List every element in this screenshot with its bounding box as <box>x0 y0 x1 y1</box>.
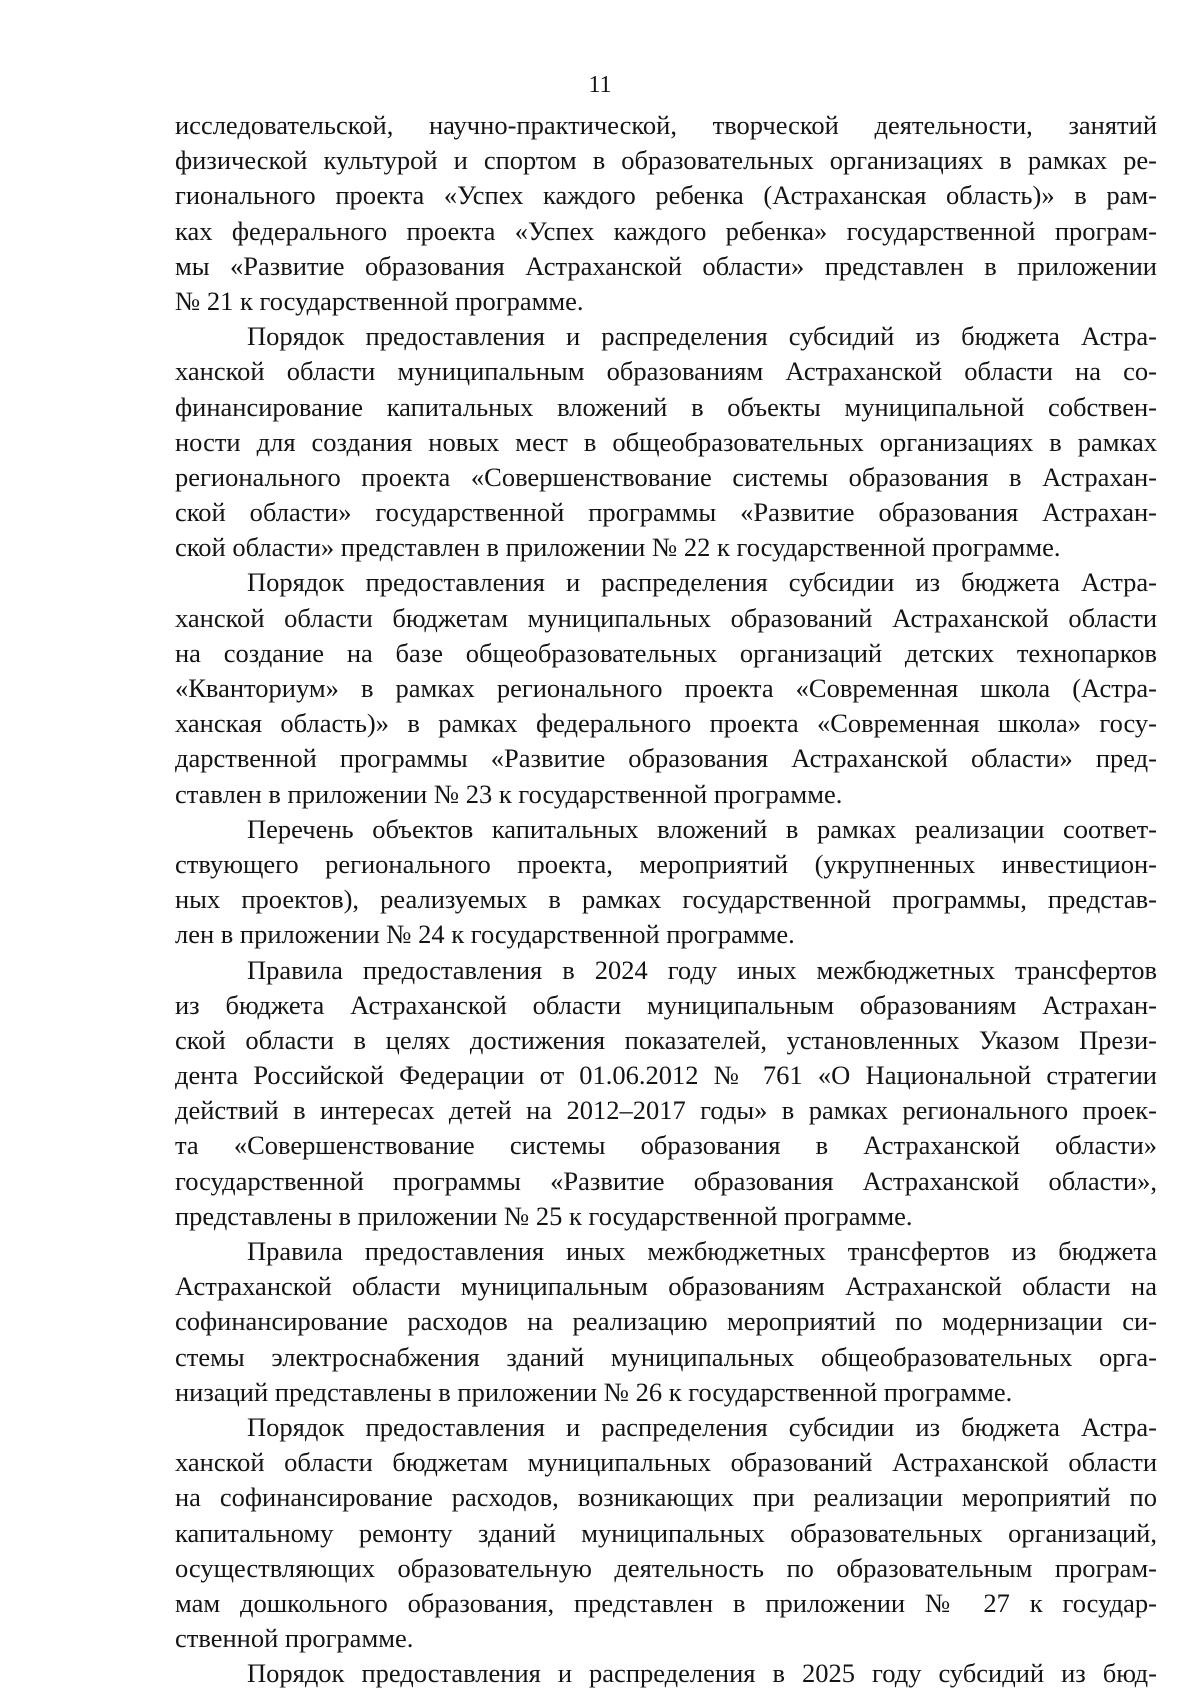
text-line: на софинансирование расходов, возникающих при реализации мероприятий по <box>175 1482 1157 1513</box>
page-number: 11 <box>588 72 612 98</box>
paragraph-first-line: Правила предоставления иных межбюджетных трансфертов из бюджета <box>247 1236 1157 1266</box>
text-line: государственной программы «Развитие образования Астраханской области», <box>175 1165 1157 1196</box>
text-line: та «Совершенствование системы образования в Астраханской области» <box>175 1130 1157 1161</box>
text-line: капитальному ремонту зданий муниципальных образовательных организаций, <box>175 1517 1157 1548</box>
text-line: на создание на базе общеобразовательных организаций детских технопарков <box>175 637 1157 668</box>
text-line: действий в интересах детей на 2012–2017 годы» в рамках регионального проек- <box>175 1095 1157 1126</box>
paragraph-first-line: Порядок предоставления и распределения в 2025 году субсидий из бюд- <box>247 1658 1157 1689</box>
text-line: ханская область)» в рамках федерального проекта «Современная школа» госу- <box>175 708 1157 739</box>
text-line: осуществляющих образовательную деятельность по образовательным програм- <box>175 1552 1157 1583</box>
paragraph-first-line: Перечень объектов капитальных вложений в рамках реализации соответ- <box>247 813 1157 844</box>
paragraph-first-line: Порядок предоставления и распределения субсидий из бюджета Астра- <box>247 321 1157 352</box>
text-line: ханской области бюджетам муниципальных образований Астраханской области <box>175 1447 1157 1478</box>
text-line: мам дошкольного образования, представлен в приложении № 27 к государ- <box>175 1587 1157 1618</box>
paragraph-first-line: Порядок предоставления и распределения субсидии из бюджета Астра- <box>247 1411 1157 1442</box>
text-line: ствующего регионального проекта, мероприятий (укрупненных инвестицион- <box>175 848 1157 879</box>
text-line: исследовательской, научно-практической, творческой деятельности, занятий <box>175 110 1157 140</box>
text-line: софинансирование расходов на реализацию мероприятий по модернизации си- <box>175 1306 1157 1337</box>
text-line: дарственной программы «Развитие образования Астраханской области» пред- <box>175 743 1157 774</box>
text-line: мы «Развитие образования Астраханской области» представлен в приложении <box>175 250 1157 281</box>
text-line: ности для создания новых мест в общеобразовательных организациях в рамках <box>175 426 1157 457</box>
text-line: представлены в приложении № 25 к государственной программе. <box>175 1200 913 1231</box>
text-line: ханской области бюджетам муниципальных образований Астраханской области <box>175 602 1157 633</box>
text-line: ханской области муниципальным образованиям Астраханской области на со- <box>175 356 1157 387</box>
text-line: финансирование капитальных вложений в объекты муниципальной собствен- <box>175 391 1157 422</box>
text-line: ской области в целях достижения показателей, установленных Указом Прези- <box>175 1024 1157 1055</box>
paragraph-first-line: Порядок предоставления и распределения субсидии из бюджета Астра- <box>247 567 1157 598</box>
paragraph-first-line: Правила предоставления в 2024 году иных межбюджетных трансфертов <box>247 954 1157 985</box>
body-text <box>175 108 1157 1691</box>
text-line: регионального проекта «Совершенствование системы образования в Астрахан- <box>175 461 1157 492</box>
text-line: стемы электроснабжения зданий муниципальных общеобразовательных орга- <box>175 1341 1157 1372</box>
text-line: Астраханской области муниципальным образованиям Астраханской области на <box>175 1271 1157 1302</box>
text-line: ных проектов), реализуемых в рамках государственной программы, представ- <box>175 884 1157 915</box>
text-line: физической культурой и спортом в образовательных организациях в рамках ре- <box>175 145 1157 176</box>
text-line: ставлен в приложении № 23 к государственной программе. <box>175 778 843 809</box>
text-line: дента Российской Федерации от 01.06.2012 № 761 «О Национальной стратегии <box>175 1060 1157 1091</box>
text-line: из бюджета Астраханской области муниципальным образованиям Астрахан- <box>175 989 1157 1020</box>
text-line: ках федерального проекта «Успех каждого ребенка» государственной програм- <box>175 215 1157 246</box>
text-line: ственной программе. <box>175 1623 414 1654</box>
text-line: № 21 к государственной программе. <box>175 285 584 316</box>
text-line: гионального проекта «Успех каждого ребенка (Астраханская область)» в рам- <box>175 180 1157 211</box>
text-line: лен в приложении № 24 к государственной программе. <box>175 919 795 950</box>
text-line: низаций представлены в приложении № 26 к государственной программе. <box>175 1376 1013 1407</box>
text-line: ской области» государственной программы «Развитие образования Астрахан- <box>175 497 1157 528</box>
text-line: ской области» представлен в приложении № 22 к государственной программе. <box>175 532 1061 563</box>
text-line: «Кванториум» в рамках регионального проекта «Современная школа (Астра- <box>175 673 1157 703</box>
